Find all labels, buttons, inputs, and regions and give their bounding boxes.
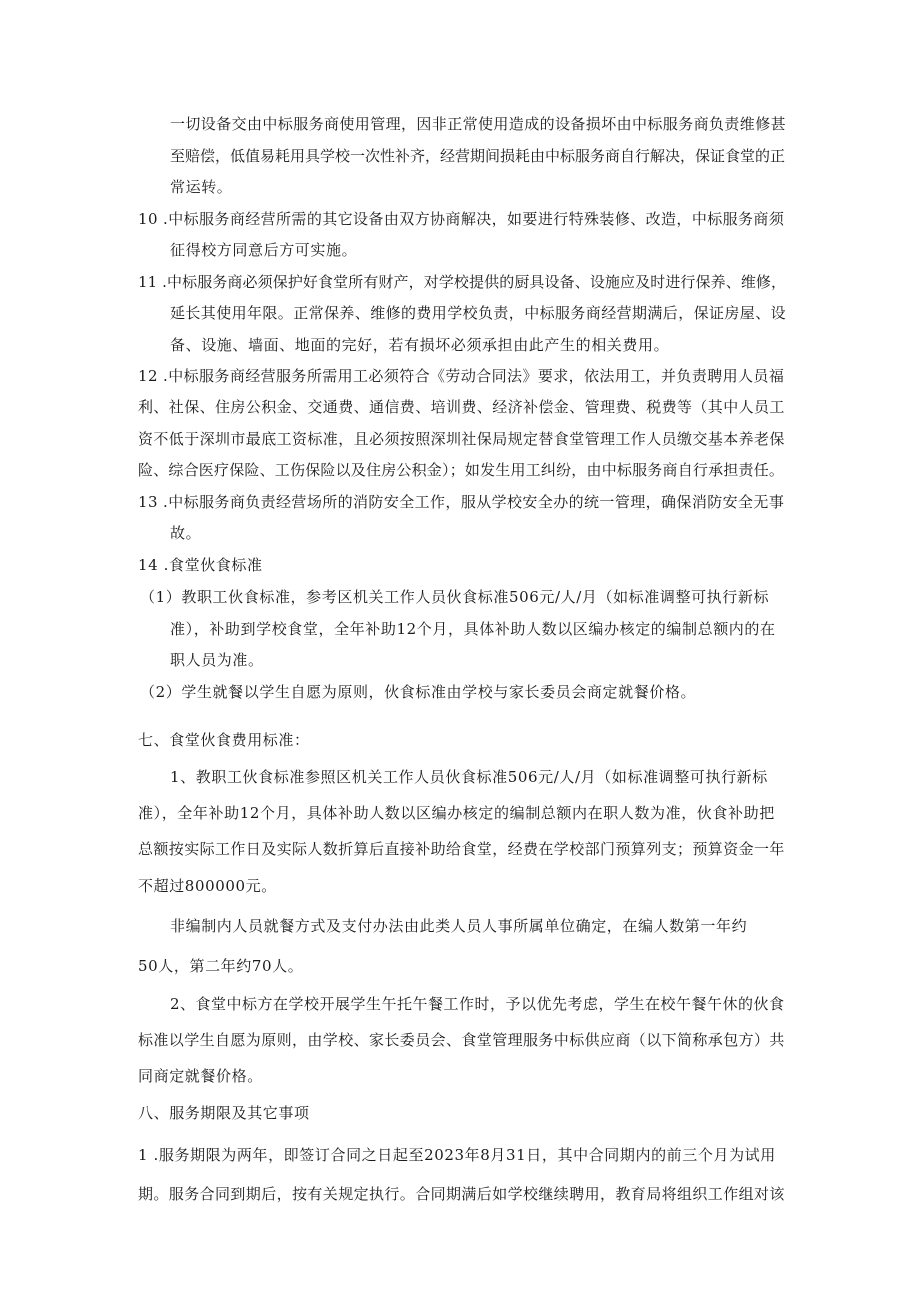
body-text-line: 职人员为准。 bbox=[170, 651, 264, 669]
list-item-12: 12 .中标服务商经营服务所需用工必须符合《劳动合同法》要求，依法用工，并负责聘用人员福 bbox=[138, 367, 785, 385]
paragraph-2-start: 2、食堂中标方在学校开展学生午托午餐工作时，予以优先考虑，学生在校午餐午休的伙食 bbox=[170, 995, 785, 1013]
body-text-line: 至赔偿，低值易耗用具学校一次性补齐，经营期间损耗由中标服务商自行解决，保证食堂的正 bbox=[170, 147, 786, 165]
list-item-11: 11 .中标服务商必须保护好食堂所有财产，对学校提供的厨具设备、设施应及时进行保养、维修， bbox=[138, 273, 787, 291]
body-text-line: 标准以学生自愿为原则，由学校、家长委员会、食堂管理服务中标供应商（以下简称承包方）共 bbox=[138, 1031, 785, 1049]
body-text-line: 不超过800000元。 bbox=[138, 877, 277, 895]
body-text-line: 同商定就餐价格。 bbox=[138, 1067, 263, 1085]
body-text-line: 故。 bbox=[170, 524, 202, 542]
section-heading-8: 八、服务期限及其它事项 bbox=[138, 1104, 310, 1122]
sub-item-1: （1）教职工伙食标准，参考区机关工作人员伙食标准506元/人/月（如标准调整可执行新标 bbox=[140, 588, 770, 606]
body-text-line: 险、综合医疗保险、工伤保险以及住房公积金）；如发生用工纠纷，由中标服务商自行承担责任。 bbox=[138, 461, 785, 479]
body-text-line: 期。服务合同到期后，按有关规定执行。合同期满后如学校继续聘用，教育局将组织工作组对该 bbox=[138, 1185, 785, 1203]
body-text-line: 一切设备交由中标服务商使用管理，因非正常使用造成的设备损坏由中标服务商负责维修甚 bbox=[170, 115, 787, 133]
list-item-10: 10 .中标服务商经营所需的其它设备由双方协商解决，如要进行特殊装修、改造，中标服务商须 bbox=[138, 210, 785, 228]
list-item-13: 13 .中标服务商负责经营场所的消防安全工作，服从学校安全办的统一管理，确保消防安全无事 bbox=[138, 493, 785, 511]
paragraph-non-staff: 非编制内人员就餐方式及支付办法由此类人员人事所属单位确定，在编人数第一年约 bbox=[170, 917, 748, 935]
body-text-line: 备、设施、墙面、地面的完好，若有损坏必须承担由此产生的相关费用。 bbox=[170, 336, 670, 354]
body-text-line: 准），全年补助12个月，具体补助人数以区编办核定的编制总额内在职人数为准，伙食补助把 bbox=[138, 804, 775, 822]
body-text-line: 延长其使用年限。正常保养、维修的费用学校负责，中标服务商经营期满后，保证房屋、设 bbox=[170, 304, 787, 322]
body-text-line: 常运转。 bbox=[170, 178, 233, 196]
body-text-line: 资不低于深圳市最底工资标准，且必须按照深圳社保局规定替食堂管理工作人员缴交基本养老保 bbox=[138, 430, 785, 448]
paragraph-1-start: 1、教职工伙食标准参照区机关工作人员伙食标准506元/人/月（如标准调整可执行新标 bbox=[170, 768, 768, 786]
body-text-line: 征得校方同意后方可实施。 bbox=[170, 241, 358, 259]
body-text-line: 准），补助到学校食堂，全年补助12个月，具体补助人数以区编办核定的编制总额内的在 bbox=[170, 620, 776, 638]
sub-item-2: （2）学生就餐以学生自愿为原则，伙食标准由学校与家长委员会商定就餐价格。 bbox=[140, 683, 697, 701]
body-text-line: 50人，第二年约70人。 bbox=[138, 957, 304, 975]
list-item-1: 1 .服务期限为两年，即签订合同之日起至2023年8月31日，其中合同期内的前三个月为试用 bbox=[138, 1146, 776, 1164]
body-text-line: 总额按实际工作日及实际人数折算后直接补助给食堂，经费在学校部门预算列支；预算资金一年 bbox=[138, 840, 785, 858]
body-text-line: 利、社保、住房公积金、交通费、通信费、培训费、经济补偿金、管理费、税费等（其中人员工 bbox=[138, 398, 785, 416]
list-item-14: 14 .食堂伙食标准 bbox=[138, 556, 263, 574]
section-heading-7: 七、食堂伙食费用标准： bbox=[138, 731, 310, 749]
